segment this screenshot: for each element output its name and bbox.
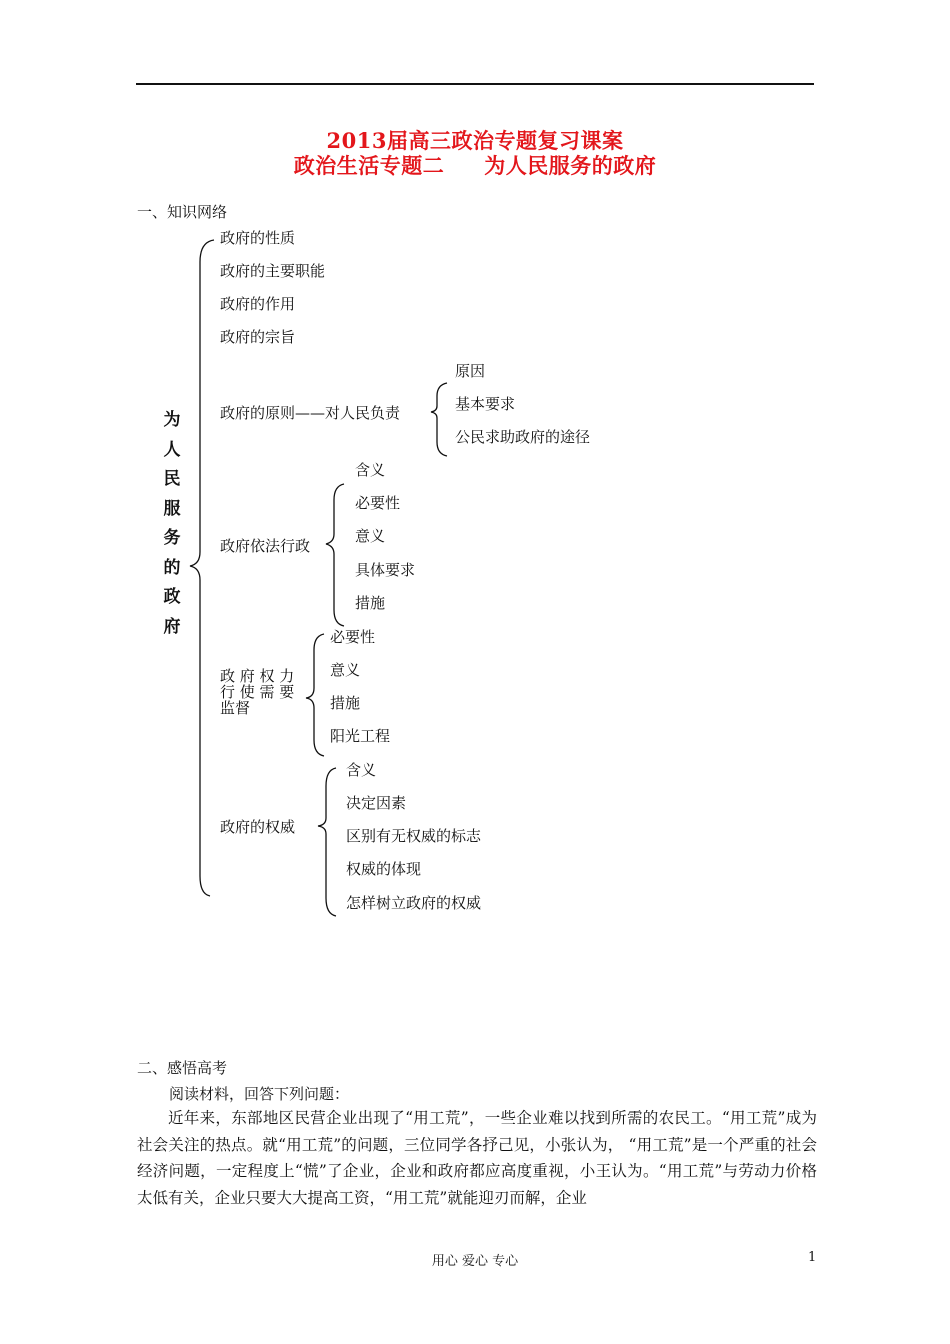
node-purpose: 政府的宗旨 [220,328,296,346]
supervision-child: 阳光工程 [330,727,391,745]
authority-brace [318,768,336,916]
authority-child: 权威的体现 [346,860,422,878]
authority-child: 决定因素 [346,794,407,812]
node-law: 政府依法行政 [220,537,311,555]
law-child: 含义 [355,461,386,479]
title-line-2-part-1: 政治生活专题二 [293,153,445,178]
root-char: 务 [163,528,181,548]
law-child: 具体要求 [355,561,416,579]
root-char: 的 [163,557,181,578]
principle-child: 公民求助政府的途径 [455,428,591,446]
instruction-text: 阅读材料，回答下列问题： [169,1085,350,1103]
law-child: 必要性 [355,494,401,512]
node-functions: 政府的主要职能 [220,262,326,280]
passage-text: 近年来，东部地区民营企业出现了“用工荒”，一些企业难以找到所需的农民工。“用工荒”成为社会关注的热点。就“用工荒”的问题，三位同学各抒己见，小张认为， “用工荒”是一个严重的社会经济问题，一定程度上“慌”了企业，企业和政府都应高度重视，小王认为。“用工荒”与劳动力价格太低有关，企业只要大大提高工资，“用工荒”就能迎刃而解，企业 [137,1109,817,1207]
authority-child: 含义 [346,761,377,779]
node-role: 政府的作用 [220,295,296,313]
root-char: 民 [163,469,181,489]
footer-text: 用心 爱心 专心 [431,1254,519,1269]
section-1-heading: 一、知识网络 [137,203,228,221]
node-nature: 政府的性质 [220,229,296,247]
node-supervision [220,668,294,716]
supervision-brace [306,634,324,756]
root-char: 人 [163,439,181,460]
authority-child: 怎样树立政府的权威 [346,894,482,912]
law-brace [326,484,344,626]
supervision-child: 意义 [330,661,361,679]
node-principle: 政府的原则——对人民负责 [220,404,401,422]
root-char: 府 [163,616,181,637]
supervision-child: 必要性 [330,628,376,646]
node-supervision-line-3: 监督 [220,699,251,717]
root-char: 服 [163,498,181,519]
authority-child: 区别有无权威的标志 [346,827,482,845]
principle-child: 基本要求 [455,395,516,413]
node-authority: 政府的权威 [220,818,296,836]
supervision-child: 措施 [330,694,361,712]
law-child: 意义 [355,527,386,545]
mindmap-root [158,406,186,642]
root-char: 政 [163,587,181,607]
node-supervision-line-1: 政 府 权 力 [220,667,295,685]
page-number: 1 [808,1250,817,1265]
principle-brace [431,383,447,456]
law-child: 措施 [355,594,386,612]
principle-child: 原因 [455,362,486,380]
root-char: 为 [163,410,181,430]
node-supervision-line-2: 行 使 需 要 [220,683,295,701]
section-2-heading: 二、感悟高考 [137,1059,228,1077]
title-line-2-part-2: 为人民服务的政府 [484,153,657,178]
main-brace [190,240,214,896]
title-line-1: 2013届高三政治专题复习课案 [326,128,624,153]
